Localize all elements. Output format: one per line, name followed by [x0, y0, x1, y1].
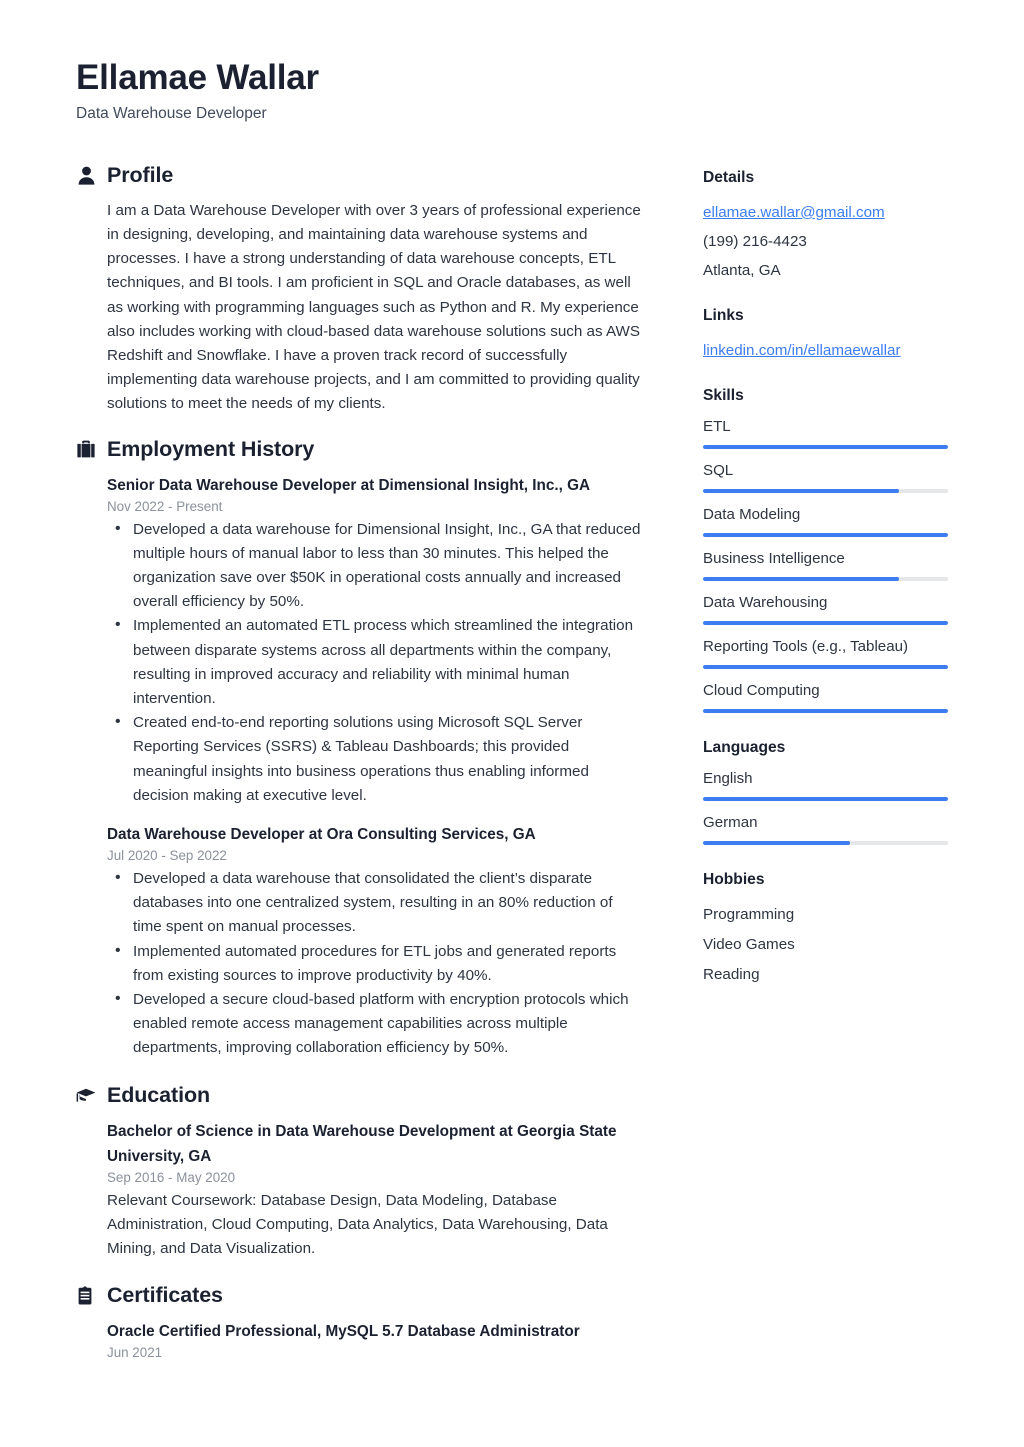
employment-entry-date: Nov 2022 - Present [107, 498, 223, 514]
education-entry-title: Bachelor of Science in Data Warehouse Development at Georgia State University, GA [107, 1122, 617, 1165]
education-entry [107, 1119, 645, 1262]
skill-label: Cloud Computing [703, 681, 820, 699]
section-profile-body [76, 199, 645, 417]
language-row [703, 812, 948, 845]
bullet-item: • Implemented an automated ETL process which streamlined the integration between disparate systems across all departments within the company, resulting in improved accuracy and reliability with minimal human intervention. [107, 614, 645, 711]
email-link[interactable]: ellamae.wallar@gmail.com [703, 203, 885, 221]
hobby-item: Reading [703, 965, 760, 983]
skill-level-bar [703, 665, 948, 669]
section-employment [76, 437, 645, 1061]
section-certificates-body [76, 1319, 645, 1360]
skill-row [703, 592, 948, 625]
linkedin-link[interactable]: linkedin.com/in/ellamaewallar [703, 341, 901, 359]
skill-level-bar [703, 577, 948, 581]
skill-label: Data Modeling [703, 505, 801, 523]
certificate-entry-date: Jun 2021 [107, 1345, 163, 1361]
section-profile [76, 163, 645, 417]
section-profile-title: Profile [107, 162, 174, 187]
user-icon [76, 164, 96, 186]
section-employment-title: Employment History [107, 436, 315, 461]
certificate-icon [76, 1285, 96, 1307]
section-education-body [76, 1119, 645, 1262]
section-education-header [76, 1083, 645, 1108]
skill-label: Data Warehousing [703, 593, 828, 611]
briefcase-icon [76, 438, 96, 460]
profile-text: I am a Data Warehouse Developer with over 3 years of professional experience in designing, developing, and maintaining data warehouse systems and processes. I have a strong understanding of data warehouse concepts, ETL techniques, and BI tools. I am proficient in SQL and Oracle databases, as well as working with programming languages such as Python and R. My experience also includes working with cloud-based data warehouse solutions such as AWS Redshift and Snowflake. I have a proven track record of successfully implementing data warehouse projects, and I am committed to providing quality solutions to meet the needs of my clients. [107, 201, 641, 413]
phone-text: (199) 216-4423 [703, 232, 807, 250]
sidebar-skills [703, 387, 948, 713]
skill-label: Business Intelligence [703, 549, 845, 567]
employment-entry-date: Jul 2020 - Sep 2022 [107, 848, 227, 864]
employment-entry [107, 473, 645, 808]
sidebar-languages-title: Languages [703, 738, 786, 756]
employment-entry [107, 822, 645, 1061]
language-level-bar [703, 841, 948, 845]
language-level-fill [703, 841, 850, 845]
sidebar-hobbies-title: Hobbies [703, 870, 765, 888]
section-certificates-header [76, 1283, 645, 1308]
skill-level-bar [703, 533, 948, 537]
sidebar-details [703, 169, 948, 285]
language-row [703, 768, 948, 801]
skill-row [703, 504, 948, 537]
sidebar-links-title: Links [703, 306, 744, 324]
bullet-item: • Developed a secure cloud-based platform with encryption protocols which enabled remote access management capabilities across multiple departments, improving collaboration efficiency by 50%. [107, 988, 645, 1061]
language-label: German [703, 813, 758, 831]
candidate-job-title: Data Warehouse Developer [76, 104, 267, 122]
sidebar-skills-title: Skills [703, 386, 744, 404]
bullet-item: • Developed a data warehouse for Dimensional Insight, Inc., GA that reduced multiple hours of manual labor to less than 30 minutes. This helped the organization save over $50K in operational costs annually and increased overall efficiency by 50%. [107, 518, 645, 615]
skill-label: ETL [703, 417, 731, 435]
language-level-bar [703, 797, 948, 801]
skill-level-fill [703, 665, 948, 669]
main-column [76, 163, 645, 1365]
sidebar-hobbies [703, 871, 948, 990]
employment-entry-title: Senior Data Warehouse Developer at Dimensional Insight, Inc., GA [107, 476, 591, 494]
section-education [76, 1083, 645, 1262]
certificate-entry [107, 1319, 645, 1360]
sidebar-details-title: Details [703, 168, 755, 186]
employment-entry-bullets [107, 518, 645, 808]
employment-entry-bullets [107, 867, 645, 1061]
language-level-fill [703, 797, 948, 801]
skill-row [703, 636, 948, 669]
sidebar-languages [703, 739, 948, 845]
language-label: English [703, 769, 753, 787]
graduation-cap-icon [76, 1084, 96, 1106]
hobby-item: Programming [703, 905, 795, 923]
sidebar-column [703, 163, 948, 1012]
location-text: Atlanta, GA [703, 261, 781, 279]
section-employment-body [76, 473, 645, 1061]
skill-level-bar [703, 709, 948, 713]
skill-row [703, 680, 948, 713]
section-certificates [76, 1283, 645, 1360]
certificate-entry-title: Oracle Certified Professional, MySQL 5.7 Database Administrator [107, 1323, 580, 1341]
education-entry-description: Relevant Coursework: Database Design, Data Modeling, Database Administration, Cloud Computing, Data Analytics, Data Warehousing, Data Mining, and Data Visualization. [107, 1191, 608, 1258]
section-certificates-title: Certificates [107, 1283, 223, 1308]
bullet-item: • Implemented automated procedures for ETL jobs and generated reports from existing sources to improve productivity by 40%. [107, 940, 645, 988]
candidate-name: Ellamae Wallar [76, 58, 319, 97]
skill-level-fill [703, 621, 948, 625]
skill-label: SQL [703, 461, 734, 479]
section-employment-header [76, 437, 645, 462]
skill-level-bar [703, 489, 948, 493]
resume-body [0, 163, 1024, 1365]
employment-entry-title: Data Warehouse Developer at Ora Consulting Services, GA [107, 826, 536, 844]
skill-level-fill [703, 577, 899, 581]
hobby-item: Video Games [703, 935, 795, 953]
skill-level-fill [703, 489, 899, 493]
skill-level-bar [703, 621, 948, 625]
skill-level-bar [703, 445, 948, 449]
bullet-item: • Created end-to-end reporting solutions using Microsoft SQL Server Reporting Services (SSRS) & Tableau Dashboards; this provided meaningful insights into business operations thus enabling informed decision making at executive level. [107, 711, 645, 808]
bullet-item: • Developed a data warehouse that consolidated the client’s disparate databases into one centralized system, resulting in an 80% reduction of time spent on manual processes. [107, 867, 645, 940]
resume-header [0, 0, 1024, 123]
skill-level-fill [703, 709, 948, 713]
skill-row [703, 548, 948, 581]
education-entry-date: Sep 2016 - May 2020 [107, 1169, 236, 1185]
skill-label: Reporting Tools (e.g., Tableau) [703, 637, 909, 655]
skill-row [703, 416, 948, 449]
sidebar-links [703, 307, 948, 365]
skill-row [703, 460, 948, 493]
skill-level-fill [703, 533, 948, 537]
skill-level-fill [703, 445, 948, 449]
section-education-title: Education [107, 1082, 211, 1107]
section-profile-header [76, 163, 645, 188]
